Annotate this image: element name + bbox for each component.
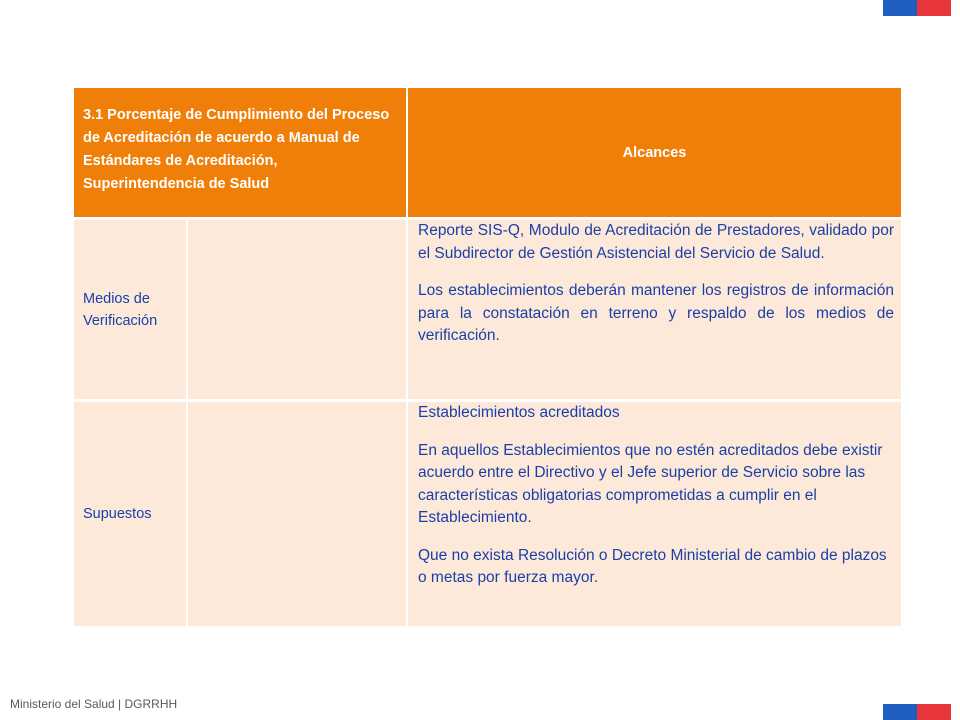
supuestos-label: Supuestos <box>83 506 152 522</box>
footer-text: Ministerio del Salud | DGRRHH <box>10 697 178 711</box>
supuestos-paragraph-2: En aquellos Establecimientos que no estén acreditados debe existir acuerdo entre el Directivo y el Jefe superior de Servicio sobre las características obligatorias comprometidas a cumplir en el Establecimiento. <box>418 441 883 526</box>
indicator-title-cell <box>74 88 408 220</box>
flag-blue-block <box>883 0 917 16</box>
flag-stripe-bottom <box>883 704 951 720</box>
supuestos-paragraph-1: Establecimientos acreditados <box>418 404 620 421</box>
medios-blank-cell <box>188 220 408 402</box>
medios-label-cell <box>74 220 188 402</box>
medios-label: Medios de Verificación <box>83 290 158 329</box>
indicator-table <box>74 88 901 626</box>
supuestos-label-cell <box>74 402 188 626</box>
flag-stripe-top <box>883 0 951 16</box>
flag-blue-block <box>883 704 917 720</box>
alcances-header: Alcances <box>622 144 687 161</box>
supuestos-blank-cell <box>188 402 408 626</box>
medios-content-cell <box>408 220 901 402</box>
supuestos-content-cell <box>408 402 901 626</box>
alcances-header-cell <box>408 88 901 220</box>
supuestos-paragraph-3: Que no exista Resolución o Decreto Ministerial de cambio de plazos o metas por fuerza mayor. <box>418 546 887 586</box>
medios-paragraph-2: Los establecimientos deberán mantener los registros de información para la constatación en terreno y respaldo de los medios de verificación. <box>418 282 894 344</box>
medios-paragraph-1: Reporte SIS-Q, Modulo de Acreditación de Prestadores, validado por el Subdirector de Gestión Asistencial del Servicio de Salud. <box>418 222 894 262</box>
indicator-title: 3.1 Porcentaje de Cumplimiento del Proceso de Acreditación de acuerdo a Manual de Estándares de Acreditación, Superintendencia de Salud <box>83 107 390 192</box>
flag-red-block <box>917 704 951 720</box>
flag-red-block <box>917 0 951 16</box>
